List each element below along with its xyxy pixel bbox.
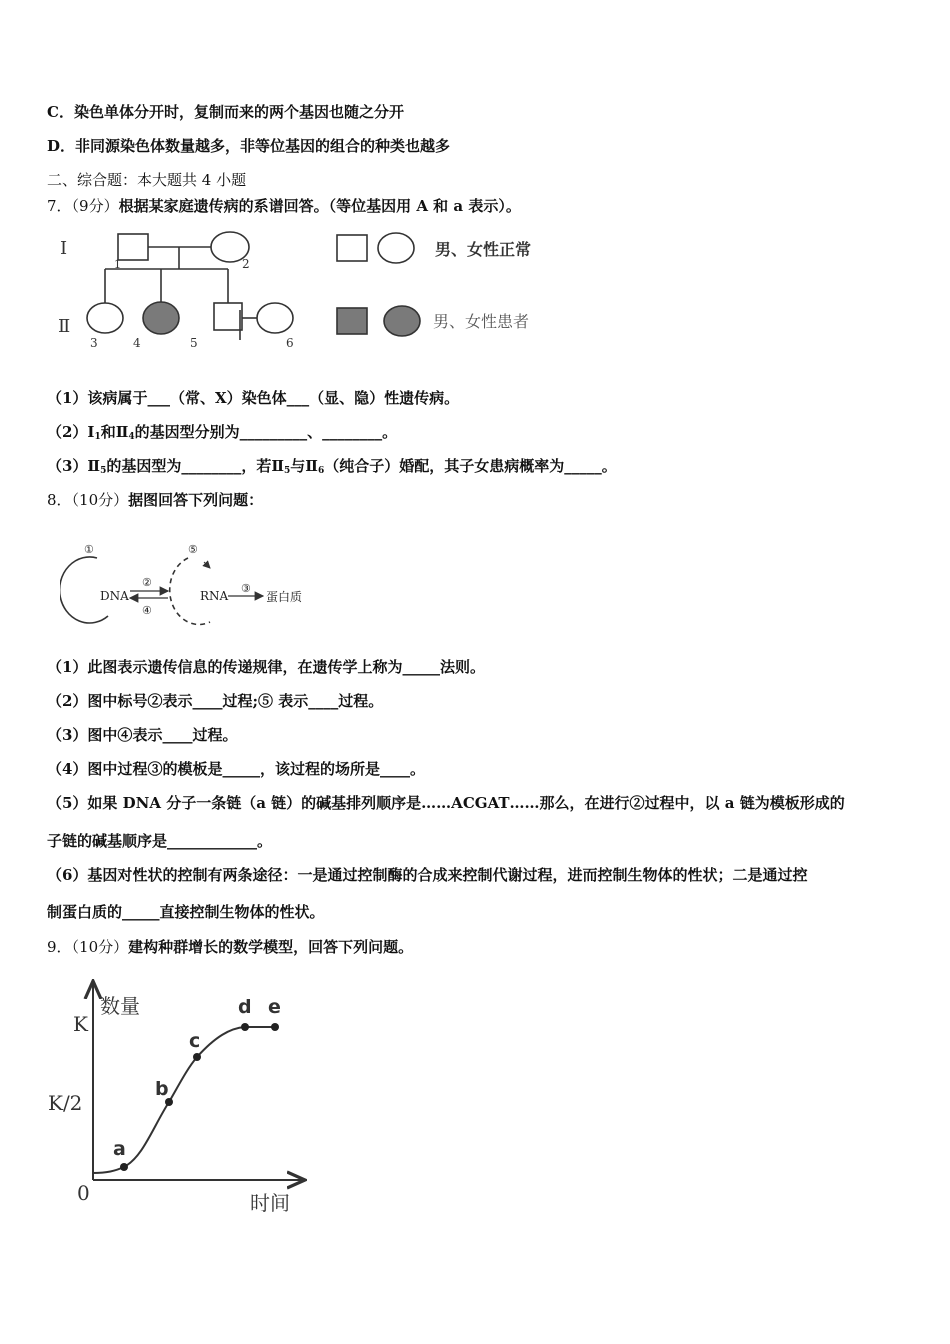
option-d: D．非同源染色体数量越多，非等位基因的组合的种类也越多	[47, 137, 451, 155]
legend-normal-female	[378, 233, 414, 263]
mark-4: ④	[142, 604, 152, 617]
q8-text: 据图回答下列问题：	[128, 491, 264, 509]
individual-5-male	[214, 303, 242, 330]
num-1: 1	[114, 258, 121, 271]
legend-affected-male	[337, 308, 367, 334]
q9-text: 建构种群增长的数学模型，回答下列问题。	[128, 938, 414, 956]
dna-label: DNA	[100, 589, 129, 603]
q7-2-sub1: 1	[94, 432, 101, 442]
q7-2-text-c: 的基因型分别为_________、________。	[134, 423, 398, 441]
q7-3-text-b: 的基因型为________，若Ⅱ	[106, 457, 285, 475]
section-heading: 二、综合题：本大题共 4 小题	[47, 171, 247, 189]
pedigree-chart	[50, 222, 570, 357]
q7-stem	[47, 196, 521, 216]
legend-affected-label: 男、女性患者	[433, 312, 530, 331]
q8-number: 8．（10分）	[47, 491, 129, 509]
label-e: e	[268, 996, 281, 1018]
gen-ii-label: Ⅱ	[58, 316, 71, 337]
num-6: 6	[286, 336, 294, 350]
option-c: C．染色单体分开时，复制而来的两个基因也随之分开	[47, 103, 404, 121]
label-b: b	[155, 1078, 169, 1100]
q7-3-sub2: 5	[284, 466, 291, 476]
gen-i-label: Ⅰ	[60, 238, 68, 259]
origin-label: 0	[77, 1181, 90, 1205]
q7-3-sub3: 6	[317, 466, 325, 476]
q8-stem	[47, 490, 263, 510]
individual-3-female	[87, 303, 123, 333]
q8-part5-line1: （5）如果 DNA 分子一条链（a 链）的碱基排列顺序是……ACGAT……那么，在进行②过程中，以 a 链为模板形成的	[47, 794, 845, 812]
q8-part4: （4）图中过程③的模板是_____，该过程的场所是____。	[47, 760, 425, 778]
q7-2-text-b: 和Ⅱ	[100, 423, 129, 441]
q7-number: 7．（9分）	[47, 197, 119, 215]
q7-text: 根据某家庭遗传病的系谱回答。（等位基因用 A 和 a 表示）。	[118, 197, 521, 215]
num-5: 5	[190, 336, 198, 350]
central-dogma-diagram	[60, 538, 320, 633]
q7-part2	[47, 422, 397, 447]
mark-1: ①	[84, 543, 94, 556]
legend-normal-male	[337, 235, 367, 261]
mark-3: ③	[241, 582, 251, 595]
y-axis-label: 数量	[100, 994, 140, 1018]
q7-part3	[47, 456, 617, 481]
q9-stem	[47, 937, 413, 957]
q8-part3: （3）图中④表示____过程。	[47, 726, 238, 744]
legend-affected-female	[384, 306, 420, 336]
mark-5: ⑤	[188, 543, 198, 556]
q7-3-text-d: （纯合子）婚配，其子女患病概率为_____。	[324, 457, 617, 475]
q7-part1: （1）该病属于___（常、X）染色体___（显、隐）性遗传病。	[47, 389, 460, 407]
q7-2-sub2: 4	[128, 432, 135, 442]
mark-2: ②	[142, 576, 152, 589]
num-3: 3	[90, 336, 98, 350]
label-c: c	[189, 1030, 201, 1052]
individual-6-female	[257, 303, 293, 333]
q7-3-sub1: 5	[100, 466, 107, 476]
legend-normal-label: 男、女性正常	[435, 240, 532, 259]
num-4: 4	[133, 336, 141, 350]
label-d: d	[238, 996, 252, 1018]
rna-label: RNA	[200, 589, 229, 603]
q7-3-text-c: 与Ⅱ	[290, 457, 318, 475]
point-c	[193, 1053, 201, 1061]
point-e	[271, 1023, 279, 1031]
k-half-label: K/2	[48, 1091, 83, 1115]
label-a: a	[113, 1138, 126, 1160]
protein-label: 蛋白质	[266, 590, 303, 604]
q9-number: 9．（10分）	[47, 938, 129, 956]
q8-part1: （1）此图表示遗传信息的传递规律，在遗传学上称为_____法则。	[47, 658, 485, 676]
q8-part2: （2）图中标号②表示____过程;⑤ 表示____过程。	[47, 692, 384, 710]
population-growth-chart	[45, 975, 315, 1220]
q7-2-text-a: （2）Ⅰ	[47, 423, 95, 441]
individual-1-male	[118, 234, 148, 260]
num-2: 2	[242, 257, 250, 271]
q8-part6-line1: （6）基因对性状的控制有两条途径：一是通过控制酶的合成来控制代谢过程，进而控制生物体的性状；二是通过控	[47, 866, 808, 884]
individual-4-female-affected	[143, 302, 179, 334]
k-label: K	[73, 1012, 88, 1036]
point-d	[241, 1023, 249, 1031]
q8-part6-line2: 制蛋白质的_____直接控制生物体的性状。	[47, 903, 325, 921]
q7-3-text-a: （3）Ⅱ	[47, 457, 101, 475]
q8-part5-line2: 子链的碱基顺序是____________。	[47, 832, 273, 850]
point-a	[120, 1163, 128, 1171]
x-axis-label: 时间	[250, 1191, 290, 1215]
